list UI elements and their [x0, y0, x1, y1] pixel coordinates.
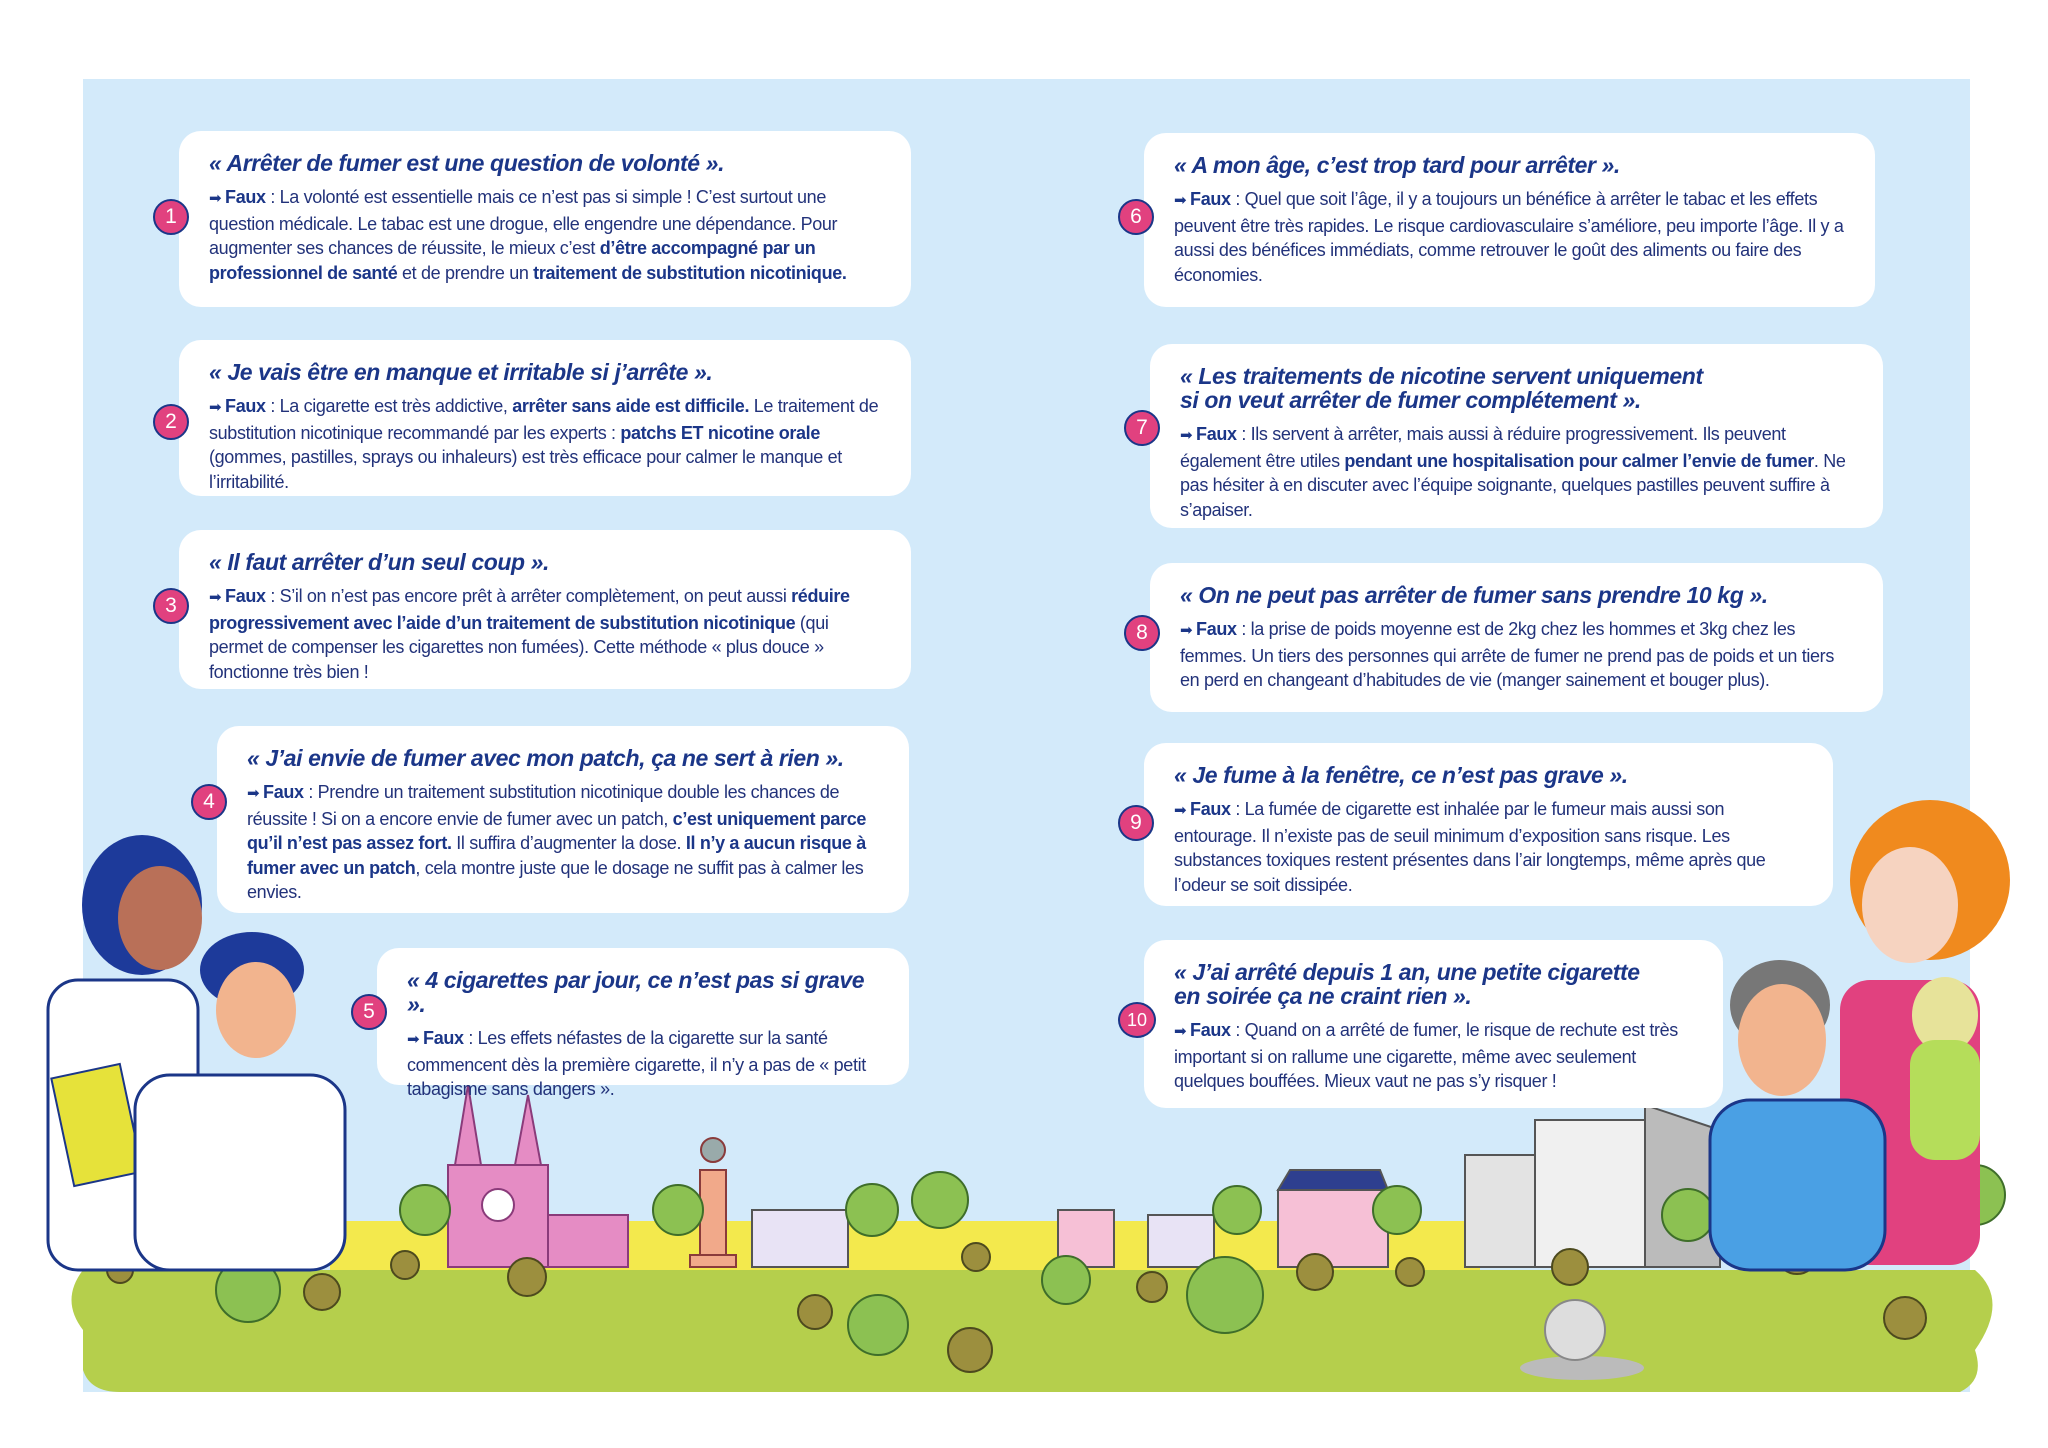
answer-text: , cela montre juste que le dosage ne suffit pas à calmer les envies.: [247, 857, 864, 902]
myth-title: « 4 cigarettes par jour, ce n’est pas si grave ».: [407, 967, 865, 1017]
answer-text: (qui permet de compenser les cigarettes non fumées). Cette méthode « plus douce » fonctionne très bien !: [209, 612, 829, 682]
arrow-right-icon: ➡: [1174, 1023, 1191, 1040]
myth-title: « J’ai arrêté depuis 1 an, une petite cigarette en soirée ça ne craint rien ».: [1174, 959, 1640, 1009]
emphasis-text: Faux: [423, 1028, 464, 1048]
myth-title: « Les traitements de nicotine servent uniquement si on veut arrêter de fumer complétement ».: [1180, 363, 1703, 413]
arrow-right-icon: ➡: [1174, 802, 1191, 819]
arrow-right-icon: ➡: [407, 1031, 424, 1048]
myth-answer: [209, 185, 885, 285]
hospital-building: [1465, 1105, 1720, 1267]
emphasis-text: Il n’y a aucun risque à fumer avec un patch: [247, 833, 866, 878]
myth-answer: [1180, 422, 1857, 522]
emphasis-text: c’est uniquement parce qu’il n’est pas assez fort.: [247, 808, 867, 853]
myth-title: « Il faut arrêter d’un seul coup ».: [209, 549, 550, 575]
myth-answer: [407, 1026, 883, 1102]
number-badge: 3: [153, 588, 189, 624]
emphasis-text: d’être accompagné par un professionnel de santé: [209, 238, 816, 283]
emphasis-text: Faux: [1190, 189, 1231, 209]
myth-answer: [1174, 797, 1807, 897]
myth-answer: [247, 780, 883, 905]
myth-title: « J’ai envie de fumer avec mon patch, ça ne sert à rien ».: [247, 745, 844, 771]
number-badge: 7: [1124, 410, 1160, 446]
emphasis-text: Faux: [225, 586, 266, 606]
arrow-right-icon: ➡: [1174, 192, 1191, 209]
number-badge: 4: [191, 784, 227, 820]
arrow-right-icon: ➡: [209, 399, 226, 416]
answer-text: et de prendre un: [397, 262, 534, 283]
emphasis-text: réduire progressivement avec l’aide d’un traitement de substitution nicotinique: [209, 586, 850, 633]
number-badge: 9: [1118, 805, 1154, 841]
arrow-right-icon: ➡: [1180, 622, 1197, 639]
emphasis-text: Faux: [225, 187, 266, 207]
number-badge: 10: [1118, 1002, 1156, 1038]
arrow-right-icon: ➡: [209, 190, 226, 207]
park-ground: [72, 1270, 1993, 1392]
myth-card-2: [165, 340, 911, 496]
answer-text: : Quand on a arrêté de fumer, le risque de rechute est très important si on rallume une cigarette, même avec seulement quelques bouffées. Mieux vaut ne pas s’y risquer !: [1174, 1020, 1678, 1091]
answer-text: : Quel que soit l’âge, il y a toujours un bénéfice à arrêter le tabac et les effets peuvent être très rapides. Le risque cardiovasculaire s’améliore, peu importe l’âge. Il y a aussi des bénéfices immédiats, comme retrouver le goût des aliments ou faire des économies.: [1174, 189, 1844, 285]
emphasis-text: Faux: [225, 396, 266, 416]
answer-text: : Ils servent à arrêter, mais aussi à réduire progressivement. Ils peuvent également être utiles: [1180, 424, 1786, 471]
emphasis-text: Faux: [1190, 1020, 1231, 1040]
myth-title: « Arrêter de fumer est une question de volonté ».: [209, 150, 725, 176]
arrow-right-icon: ➡: [1180, 427, 1197, 444]
number-badge: 8: [1124, 615, 1160, 651]
myth-title: « Je fume à la fenêtre, ce n’est pas grave ».: [1174, 762, 1628, 788]
number-badge: 2: [153, 404, 189, 440]
cathedral: [448, 1085, 628, 1267]
myth-card-10: [1126, 940, 1723, 1108]
answer-text: : La cigarette est très addictive,: [265, 396, 513, 416]
emphasis-text: traitement de substitution nicotinique.: [533, 262, 847, 283]
myth-card-3: [165, 530, 911, 689]
myth-card-9: [1130, 743, 1833, 906]
myth-answer: [1180, 617, 1857, 693]
answer-text: (gommes, pastilles, sprays ou inhaleurs) est très efficace pour calmer le manque et l’irritabilité.: [209, 447, 842, 492]
arrow-right-icon: ➡: [209, 589, 226, 606]
emphasis-text: Faux: [1196, 424, 1237, 444]
answer-text: : La fumée de cigarette est inhalée par le fumeur mais aussi son entourage. Il n’existe pas de seuil minimum d’exposition sans risque. Les substances toxiques restent présentes dans l’air longtemps, même après que l’odeur se soit dissipée.: [1174, 799, 1766, 895]
myth-title: « Je vais être en manque et irritable si j’arrête ».: [209, 359, 713, 385]
myth-title: « On ne peut pas arrêter de fumer sans prendre 10 kg ».: [1180, 582, 1768, 608]
myth-answer: [209, 584, 885, 684]
answer-text: : S’il on n’est pas encore prêt à arrêter complètement, on peut aussi: [265, 586, 792, 606]
answer-text: : la prise de poids moyenne est de 2kg chez les hommes et 3kg chez les femmes. Un tiers des personnes qui arrête de fumer ne prend pas de poids et un tiers en perd en changeant d’habitudes de vie (manger sainement et bouger plus).: [1180, 619, 1834, 690]
number-badge: 6: [1118, 199, 1154, 235]
myth-answer: [1174, 1018, 1697, 1094]
myth-title: « A mon âge, c’est trop tard pour arrêter ».: [1174, 152, 1620, 178]
answer-text: Le traitement de substitution nicotinique recommandé par les experts :: [209, 396, 879, 443]
answer-text: : Prendre un traitement substitution nicotinique double les chances de réussite ! Si on a encore envie de fumer avec un patch,: [247, 782, 840, 829]
answer-text: : Les effets néfastes de la cigarette sur la santé commencent dès la première cigarette, il n’y a pas de « petit tabagisme sans dangers ».: [407, 1028, 866, 1099]
myth-card-5: [363, 948, 909, 1099]
myth-card-8: [1136, 563, 1883, 712]
emphasis-text: patchs ET nicotine orale: [620, 422, 820, 443]
emphasis-text: Faux: [263, 782, 304, 802]
myth-card-6: [1130, 133, 1875, 307]
myth-card-7: [1136, 344, 1883, 528]
myth-card-1: [165, 131, 911, 307]
number-badge: 5: [351, 994, 387, 1030]
answer-text: : La volonté est essentielle mais ce n’est pas si simple ! C’est surtout une question médicale. Le tabac est une drogue, elle engendre une dépendance. Pour augmenter ses chances de réussite, le mieux c’est: [209, 187, 838, 258]
emphasis-text: pendant une hospitalisation pour calmer l’envie de fumer: [1344, 450, 1814, 471]
emphasis-text: arrêter sans aide est difficile.: [512, 396, 750, 416]
number-badge: 1: [153, 199, 189, 235]
emphasis-text: Faux: [1196, 619, 1237, 639]
answer-text: Il suffira d’augmenter la dose.: [451, 833, 686, 853]
myth-answer: [1174, 187, 1849, 287]
answer-text: . Ne pas hésiter à en discuter avec l’équipe soignante, quelques pastilles peuvent suffire à s’apaiser.: [1180, 450, 1846, 520]
myth-card-4: [203, 726, 909, 913]
arrow-right-icon: ➡: [247, 785, 264, 802]
myth-answer: [209, 394, 885, 494]
emphasis-text: Faux: [1190, 799, 1231, 819]
